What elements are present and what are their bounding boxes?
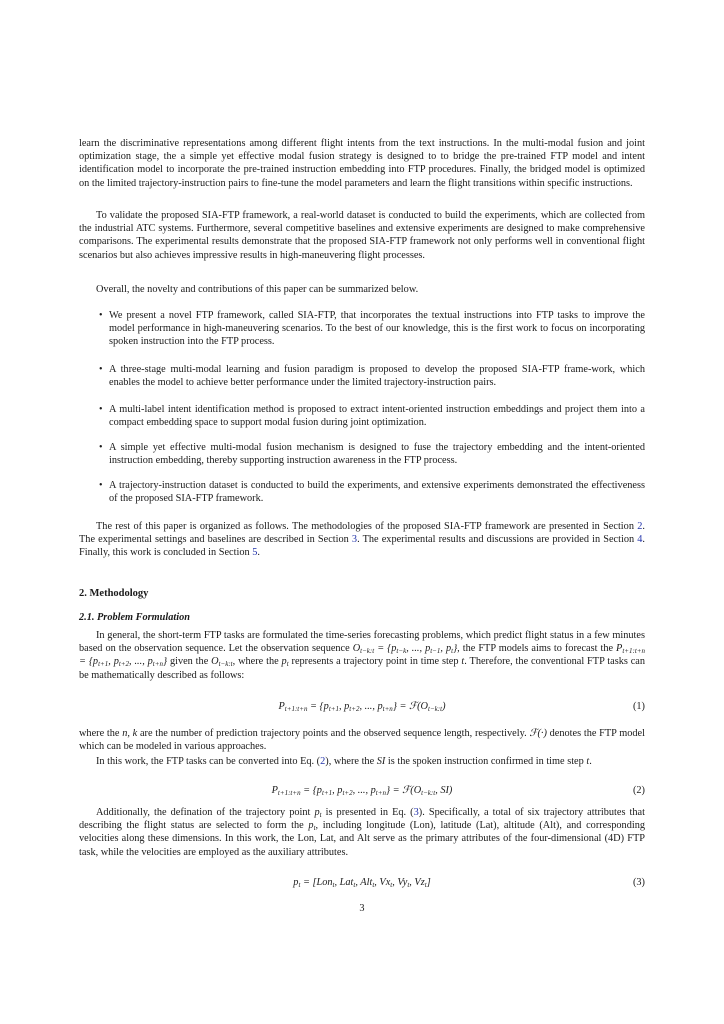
paragraph-general: In general, the short-term FTP tasks are formulated the time-series forecasting problems, which predict flight status in a few minutes based on the observation sequence. Let the observation sequence $O_{t-k:t} = \{p_{t-k}$, ..., $p_{t-1}$, $p_t$}, the FTP models aims to forecast the $P_{t+1:t+n} = \{p_{t+1}$, $p_{t+2}$, ..., $p_{t+n}$} given the $O_{t-k:t}$, where the $p_t$ represents a trajectory point in time step t. Therefore, the conventional FTP tasks can be mathematically described as follows: xyxy=(79,630,646,681)
section-ref-link[interactable]: 2 xyxy=(637,521,643,532)
list-item xyxy=(79,441,645,467)
paragraph-additionally: Additionally, the defination of the trajectory point $p_t$ is presented in Eq. (3). Specifically, a total of six trajectory attributes that describing the flight status are selected to form the $p_t$, including longitude (Lon), latitude (Lat), altitude (Alt), and corresponding velocities along these dimensions. In this work, the Lon, Lat, and Alt serve as the primary attributes of the four-dimensional (4D) FTP task, while the velocities are employed as the auxiliary attributes. xyxy=(79,807,646,858)
list-item xyxy=(79,403,645,429)
section-heading: 2. Methodology xyxy=(79,588,149,599)
list-item-text: A three-stage multi-modal learning and fusion paradigm is proposed to develop the proposed SIA-FTP frame-work, which enables the model to achieve better performance under the limited trajectory-instruction pairs. xyxy=(109,364,645,389)
section-ref-link[interactable]: 5 xyxy=(252,547,258,559)
equation-body: $P_{t+1:t+n} = \{p_{t+1}$, $p_{t+2}$, ..., $p_{t+n}$} = $ℱ(O_{t-k:t})$ xyxy=(278,701,446,713)
equation-2 xyxy=(79,784,645,798)
list-item xyxy=(79,309,645,349)
equation-1 xyxy=(79,700,645,714)
bullet-icon: • xyxy=(99,442,103,453)
list-item xyxy=(79,363,645,389)
equation-ref-link[interactable]: 2 xyxy=(320,756,326,767)
section-ref-link[interactable]: 3 xyxy=(351,534,358,546)
equation-ref-link[interactable]: 3 xyxy=(413,807,419,818)
equation-body: $P_{t+1:t+n} = \{p_{t+1}$, $p_{t+2}$, ..., $p_{t+n}$} = $ℱ(O_{t-k:t}$, SI) xyxy=(271,785,453,797)
bullet-icon: • xyxy=(99,404,103,415)
bullet-icon: • xyxy=(99,310,103,321)
paragraph-rest: The rest of this paper is organized as follows. The methodologies of the proposed SIA-FTP framework are presented in Section 2. The experimental settings and baselines are described in Section 3. The experimental results and discussions are provided in Section 4. Finally, this work is concluded in Section 5. xyxy=(79,521,645,559)
section-ref-link[interactable]: 4 xyxy=(637,534,643,546)
equation-number: (3) xyxy=(632,877,645,888)
equation-body: $p_t = [Lon_t$, Lat$_t$, Alt$_t$, $Vx_t$, $Vy_t$, $Vz_t$] xyxy=(293,877,431,889)
paragraph-where: where the n, k are the number of prediction trajectory points and the observed sequence length, respectively. ℱ(·) denotes the FTP model which can be modeled in various approaches. xyxy=(79,728,645,753)
list-item-text: A simple yet effective multi-modal fusion mechanism is designed to fuse the trajectory embedding and the intent-oriented instruction embedding, thereby supporting instruction awareness in the FTP process. xyxy=(109,442,645,467)
list-item-text: A multi-label intent identification method is proposed to extract intent-oriented instruction embeddings and project them into a compact embedding space to support modal fusion during joint optimization. xyxy=(109,404,645,429)
equation-3 xyxy=(79,876,645,890)
equation-number: (1) xyxy=(632,701,645,712)
bullet-icon: • xyxy=(99,480,103,491)
paragraph-validate: To validate the proposed SIA-FTP framework, a real-world dataset is conducted to build the experiments, which are collected from the industrial ATC systems. Furthermore, several competitive baselines and extensive experiments are designed to make comprehensive comparisons. The experimental results demonstrate that the proposed SIA-FTP framework not only performs well in conventional flight scenarios but also achieves impressive results in high-maneuvering flight processes. xyxy=(79,210,645,261)
paragraph-this-work: In this work, the FTP tasks can be converted into Eq. (2), where the SI is the spoken instruction confirmed in time step t. xyxy=(96,756,592,767)
page-number: 3 xyxy=(359,903,365,914)
list-item xyxy=(79,479,645,505)
paragraph-intro: learn the discriminative representations among different flight intents from the text instructions. In the multi-modal fusion and joint optimization stage, the a simple yet effective modal fusion strategy is designed to to bridge the pre-trained FTP model and intent identification model to incorporate the pre-trained instruction embedding into FTP procedures. Finally, the bridged model is optimized on the limited trajectory-instruction pairs to fine-tune the model parameters and learn the flight transitions within specific instructions. xyxy=(79,138,645,189)
paragraph-overall: Overall, the novelty and contributions of this paper can be summarized below. xyxy=(96,284,419,295)
list-item-text: A trajectory-instruction dataset is conducted to build the experiments, and extensive experiments demonstrated the effectiveness of the proposed SIA-FTP framework. xyxy=(109,480,645,505)
equation-number: (2) xyxy=(632,785,645,796)
subsection-heading: 2.1. Problem Formulation xyxy=(79,612,190,623)
list-item-text: We present a novel FTP framework, called SIA-FTP, that incorporates the textual instructions into FTP tasks to improve the model performance in high-maneuvering scenarios. To the best of our knowledge, this is the first work to focus on incorporating spoken instruction into the FTP process. xyxy=(109,310,645,348)
bullet-icon: • xyxy=(99,364,103,375)
